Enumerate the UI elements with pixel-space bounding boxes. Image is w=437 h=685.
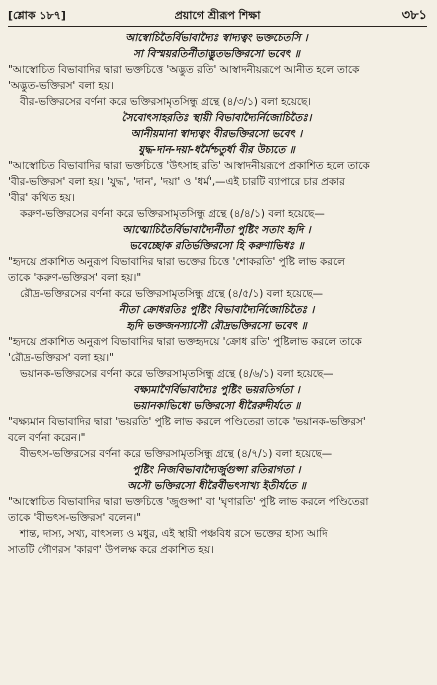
prose-line: বীভৎস-ভক্তিরসের বর্ণনা করে ভক্তিরসামৃতসিন্ধু গ্রন্থে (৪/৭/১) বলা হয়েছে— [20,448,333,460]
verse-line: যুদ্ধ-দান-দয়া-ধর্মৈশ্চতুর্ধা বীর উচ্যতে ॥ [138,144,295,156]
prose-line: 'বীর-ভক্তিরস' বলা হয়। 'যুদ্ধ', 'দান', 'দয়া' ও 'ধর্ম',—এই চারটি ব্যাপারে চার প্রকার [8,176,345,188]
prose-line: "হৃদয়ে প্রকাশিত অনুরূপ বিভাবাদির দ্বারা ভক্তের চিত্তে 'শোকরতি' পুষ্টি লাভ করলে [8,256,345,268]
prose-line: 'রৌদ্র-ভক্তিরস' বলা হয়।" [8,352,114,364]
prose-line: রৌদ্র-ভক্তিরসের বর্ণনা করে ভক্তিরসামৃতসিন্ধু গ্রন্থে (৪/৫/১) বলা হয়েছে— [20,288,324,300]
prose-line: বলে বর্ণনা করেন।" [8,432,86,444]
page-header [8,6,427,27]
prose-line: শান্ত, দাস্য, সখ্য, বাৎসল্য ও মধুর, এই স্থায়ী পঞ্চবিধ রসে ভক্তের হাস্য আদি [20,528,328,540]
prose-line: তাকে 'বীভৎস-ভক্তিরস' বলেন।" [8,512,142,524]
page-number: ৩৮১ [401,7,427,23]
prose-line: করুণ-ভক্তিরসের বর্ণনা করে ভক্তিরসামৃতসিন্ধু গ্রন্থে (৪/৪/১) বলা হয়েছে— [20,208,325,220]
prose-line: "আস্বোচিত বিভাবাদির দ্বারা ভক্তচিত্তে 'উৎসাহ রতি' আস্বাদনীয়রূপে প্রকাশিত হলে তাকে [8,160,370,172]
verse-line: বক্ষ্যমাণৈর্বিভাবাদ্যৈঃ পুষ্টিং ভয়রতির্গতা । [133,384,300,396]
verse-line: ভবেচ্ছোক রতির্ভক্তিরসো হি করুণাভিধঃ ॥ [129,240,304,252]
verse-line: সৈবোৎসাহরতিঃ স্থায়ী বিভাবাদ্যৈর্নিজোচিতৈঃ। [121,112,312,124]
header-chapter-title: প্রয়াগে শ্রীরূপ শিক্ষা [174,8,261,22]
verse-line: সা বিস্ময়রতির্নীতাদ্ভুতভক্তিরসো ভবেৎ ॥ [133,48,300,60]
verse-line: ভয়ানকাভিধো ভক্তিরসো ধীরৈরুদীর্যতে ॥ [132,400,301,412]
prose-line: সাতটি গৌণরস 'কারণ' উপলক্ষ করে প্রকাশিত হয়। [8,544,214,556]
verse-line: অসৌ ভক্তিরসো ধীরৈর্বীভৎসাখ্য ইতীর্যতে ॥ [127,480,306,492]
verse-line: পুষ্টিং নিজবিভাবাদ্যৈর্জুগুপ্সা রতিরাগতা । [132,464,301,476]
verse-line: আত্মোচিতৈর্বিভাবাদ্যৈর্নীতা পুষ্টিং সতাং হৃদি । [122,224,311,236]
prose-line: "আস্বোচিত বিভাবাদির দ্বারা ভক্তচিত্তে 'অদ্ভুত রতি' আস্বাদনীয়রূপে আনীত হলে তাকে [8,64,360,76]
prose-line: "হৃদয়ে প্রকাশিত অনুরূপ বিভাবাদির দ্বারা ভক্তহৃদয়ে 'ক্রোধ রতি' পুষ্টিলাভ করলে তাকে [8,336,362,348]
prose-line: তাকে 'করুণ-ভক্তিরস' বলা হয়।" [8,272,142,284]
prose-line: "আস্বোচিত বিভাবাদির দ্বারা ভক্তচিত্তে 'জুগুপ্সা' বা 'ঘৃণারতি' পুষ্টি লাভ করলে পণ্ডিতেরা [8,496,369,508]
verse-line: নীতা ক্রোধরতিঃ পুষ্টিং বিভাবাদ্যৈর্নিজোচিতৈঃ । [118,304,315,316]
verse-line: হৃদি ভক্তজনস্যাসৌ রৌদ্রভক্তিরসো ভবেৎ ॥ [126,320,307,332]
prose-line: 'অদ্ভুত-ভক্তিরস' বলা হয়। [8,80,114,92]
prose-line: বীর-ভক্তিরসের বর্ণনা করে ভক্তিরসামৃতসিন্ধু গ্রন্থে (৪/৩/১) বলা হয়েছে। [20,96,312,108]
verse-line: আনীয়মানা স্বাদ্যত্বং বীরভক্তিরসো ভবেৎ । [130,128,303,140]
verse-line: আস্বোচিতৈর্বিভাবাদ্যৈঃ স্বাদ্যত্বং ভক্তচেতসি । [125,32,308,44]
prose-line: "বক্ষ্যমান বিভাবাদির দ্বারা 'ভয়রতি' পুষ্টি লাভ করলে পণ্ডিতেরা তাকে 'ভয়ানক-ভক্তিরস' [8,416,366,428]
prose-line: ভয়ানক-ভক্তিরসের বর্ণনা করে ভক্তিরসামৃতসিন্ধু গ্রন্থে (৪/৬/১) বলা হয়েছে— [20,368,334,380]
header-verse-range: [শ্লোক ১৮৭] [8,8,66,22]
prose-line: 'বীর' কথিত হয়। [8,192,75,204]
page-body [8,30,425,558]
